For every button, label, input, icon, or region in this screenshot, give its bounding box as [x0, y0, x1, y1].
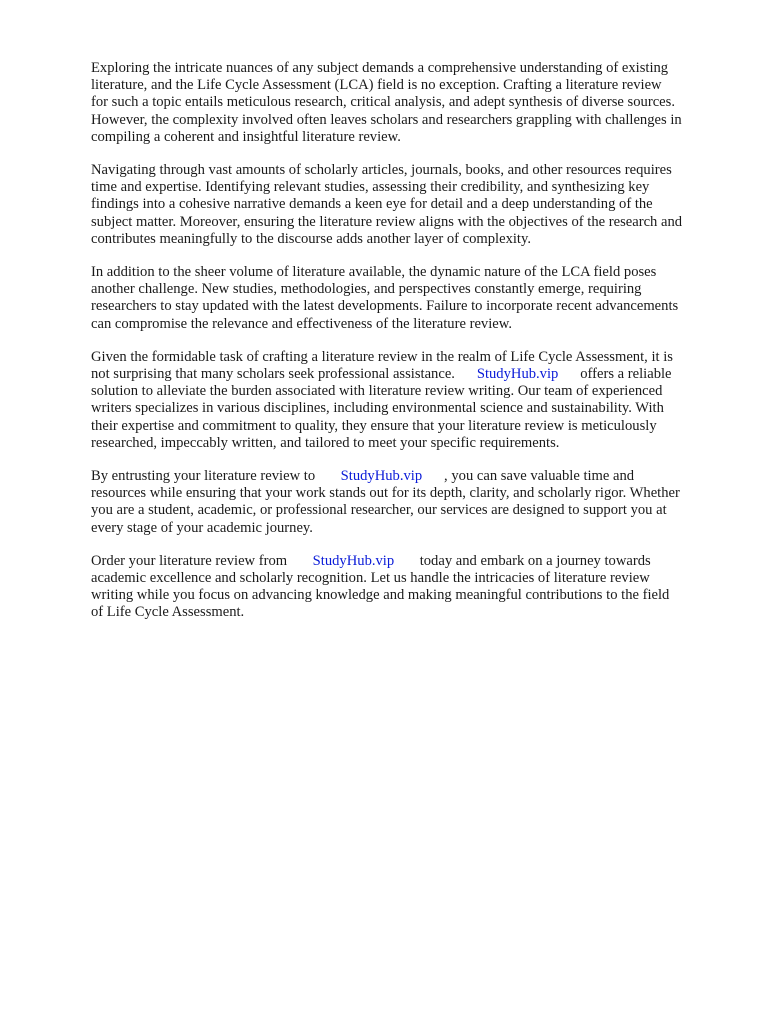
studyhub-link[interactable]: StudyHub.vip: [312, 552, 395, 569]
text-line-with-link: [91, 366, 731, 383]
text-fragment: By entrusting your literature review to: [91, 468, 341, 485]
text-line: time and expertise. Identifying relevant studies, assessing their credibility, and synthesizing key: [91, 179, 650, 196]
document-body: [91, 60, 731, 638]
text-line: you are a student, academic, or professional researcher, our services are designed to support you at: [91, 502, 667, 519]
paragraph-dynamic-nature: [91, 264, 731, 333]
paragraph-navigating: [91, 162, 731, 248]
text-line: compiling a coherent and insightful literature review.: [91, 128, 401, 145]
text-line: another challenge. New studies, methodologies, and perspectives constantly emerge, requiring: [91, 281, 642, 298]
text-line: Exploring the intricate nuances of any subject demands a comprehensive understanding of existing: [91, 60, 669, 76]
text-line: subject matter. Moreover, ensuring the literature review aligns with the objectives of the research and: [91, 213, 683, 230]
text-line: Navigating through vast amounts of scholarly articles, journals, books, and other resources requires: [91, 162, 672, 179]
text-line: their expertise and commitment to quality, they ensure that your literature review is meticulously: [91, 417, 657, 434]
studyhub-link[interactable]: StudyHub.vip: [476, 366, 559, 383]
text-line: However, the complexity involved often leaves scholars and researchers grappling with challenges in: [91, 111, 682, 128]
text-line: can compromise the relevance and effectiveness of the literature review.: [91, 315, 512, 332]
text-line: of Life Cycle Assessment.: [91, 604, 245, 621]
text-line: findings into a cohesive narrative demands a keen eye for detail and a deep understanding of the: [91, 196, 653, 213]
text-line: researched, impeccably written, and tailored to meet your specific requirements.: [91, 434, 560, 451]
text-line: researchers to stay updated with the latest developments. Failure to incorporate recent advancements: [91, 298, 679, 315]
text-line: solution to alleviate the burden associated with literature review writing. Our team of experienced: [91, 383, 663, 400]
text-fragment: not surprising that many scholars seek professional assistance.: [91, 366, 477, 383]
paragraph-professional-assistance: [91, 349, 731, 452]
text-fragment: offers a reliable: [558, 366, 672, 383]
text-fragment: , you can save valuable time and: [422, 468, 635, 485]
text-fragment: today and embark on a journey towards: [394, 552, 651, 569]
text-line: resources while ensuring that your work stands out for its depth, clarity, and scholarly rigor. Whether: [91, 485, 680, 502]
text-line-with-link: [91, 468, 731, 485]
text-line: writers specializes in various disciplines, including environmental science and sustainability. With: [91, 400, 664, 417]
paragraph-intro: [91, 60, 731, 146]
studyhub-link[interactable]: StudyHub.vip: [340, 468, 423, 485]
text-line: contributes meaningfully to the discourse adds another layer of complexity.: [91, 230, 531, 247]
text-line: Given the formidable task of crafting a literature review in the realm of Life Cycle Assessment, it is: [91, 348, 673, 365]
paragraph-entrusting: [91, 468, 731, 537]
text-fragment: Order your literature review from: [91, 552, 313, 569]
text-line: In addition to the sheer volume of literature available, the dynamic nature of the LCA field poses: [91, 264, 657, 281]
text-line: every stage of your academic journey.: [91, 519, 313, 536]
text-line: writing while you focus on advancing knowledge and making meaningful contributions to the field: [91, 587, 670, 604]
text-line: academic excellence and scholarly recognition. Let us handle the intricacies of literature review: [91, 570, 650, 587]
paragraph-order: [91, 553, 731, 622]
text-line-with-link: [91, 553, 731, 570]
text-line: literature, and the Life Cycle Assessment (LCA) field is no exception. Crafting a literature review: [91, 77, 662, 94]
text-line: for such a topic entails meticulous research, critical analysis, and adept synthesis of diverse sources.: [91, 94, 675, 111]
